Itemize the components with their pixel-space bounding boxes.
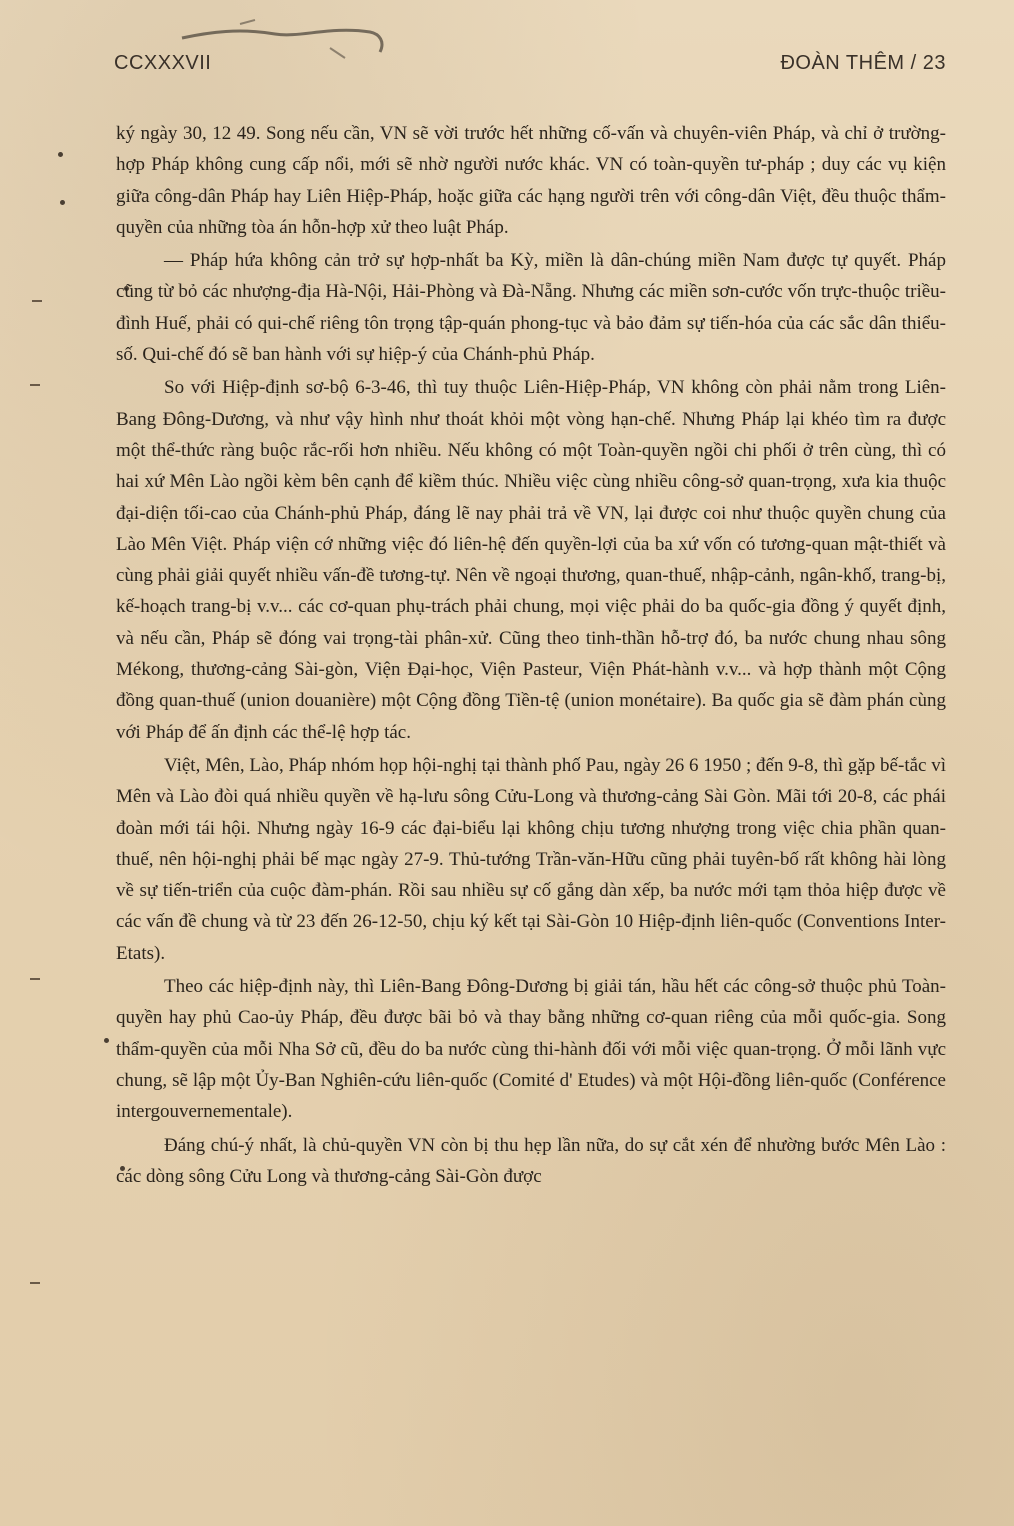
paragraph: ký ngày 30, 12 49. Song nếu cần, VN sẽ vời trước hết những cố-vấn và chuyên-viên Pháp, và chỉ ở trường-hợp Pháp không cung cấp nổi, mới sẽ nhờ người nước khác. VN có toàn-quyền tư-pháp ; duy các vụ kiện giữa công-dân Pháp hay Liên Hiệp-Pháp, hoặc giữa các hạng người trên với công-dân Việt, đều thuộc thẩm-quyền của những tòa án hỗn-hợp xử theo luật Pháp. bbox=[116, 123, 946, 238]
author-page-number: ĐOÀN THÊM / 23 bbox=[780, 52, 946, 74]
paragraph: Theo các hiệp-định này, thì Liên-Bang Đông-Dương bị giải tán, hầu hết các công-sở thuộc phủ Toàn-quyền hay phủ Cao-ủy Pháp, đều được bãi bỏ và thay bằng những cơ-quan riêng của mỗi quốc-gia. Song thẩm-quyền của mỗi Nha Sở cũ, đều do ba nước cùng thi-hành đối với mỗi việc quan-trọng. Ở mỗi lãnh vực chung, sẽ lập một Ủy-Ban Nghiên-cứu liên-quốc (Comité d' Etudes) và một Hội-đồng liên-quốc (Conférence intergouvernementale). bbox=[116, 976, 946, 1123]
margin-tick bbox=[30, 384, 40, 386]
margin-dot bbox=[104, 1038, 109, 1043]
body-text bbox=[116, 118, 946, 1194]
paragraph: Đáng chú-ý nhất, là chủ-quyền VN còn bị thu hẹp lần nữa, do sự cắt xén để nhường bước Mên Lào : các dòng sông Cửu Long và thương-cảng Sài-Gòn được bbox=[116, 1134, 946, 1187]
paragraph: — Pháp hứa không cản trở sự hợp-nhất ba Kỳ, miền là dân-chúng miền Nam được tự quyết. Pháp cũng từ bỏ các nhượng-địa Hà-Nội, Hải-Phòng và Đà-Nẵng. Nhưng các miền sơn-cước vốn trực-thuộc triều-đình Huế, phải có qui-chế riêng tôn trọng tập-quán phong-tục và bảo đảm sự tiến-hóa của các sắc dân thiểu-số. Qui-chế đó sẽ ban hành với sự hiệp-ý của Chánh-phủ Pháp. bbox=[116, 250, 946, 366]
section-number: CCXXXVII bbox=[114, 52, 212, 74]
paragraph: Việt, Mên, Lào, Pháp nhóm họp hội-nghị tại thành phố Pau, ngày 26 6 1950 ; đến 9-8, thì gặp bế-tắc vì Mên và Lào đòi quá nhiều quyền về hạ-lưu sông Cửu-Long và thương-cảng Sài Gòn. Mãi tới 20-8, các phái đoàn mới tái hội. Nhưng ngày 16-9 các đại-biểu lại không chịu tương nhượng trong việc chia phần quan-thuế, nên hội-nghị phải bế mạc ngày 27-9. Thủ-tướng Trần-văn-Hữu cũng phải tuyên-bố rất không hài lòng về sự tiến-triển của cuộc đàm-phán. Rồi sau nhiều sự cố gắng dàn xếp, ba nước mới tạm thỏa hiệp được về các vấn đề chung và từ 23 đến 26-12-50, chịu ký kết tại Sài-Gòn 10 Hiệp-định liên-quốc (Conventions Inter-Etats). bbox=[116, 754, 946, 964]
page-header bbox=[114, 52, 946, 82]
paragraph: So với Hiệp-định sơ-bộ 6-3-46, thì tuy thuộc Liên-Hiệp-Pháp, VN không còn phải nằm trong Liên-Bang Đông-Dương, và như vậy hình như thoát khỏi một vòng hạn-chế. Nhưng Pháp lại khéo tìm ra được một thể-thức ràng buộc rắc-rối hơn nhiều. Nếu không có một Toàn-quyền ngồi chi phối ở trên cùng, thì có hai xứ Mên Lào ngồi kèm bên cạnh để kiềm thúc. Nhiều việc cùng nhiều công-sở quan-trọng, xưa kia thuộc đại-diện tối-cao của Chánh-phủ Pháp, đáng lẽ nay phải trả về VN, lại được coi như thuộc quyền chung của Lào Mên Việt. Pháp viện cớ những việc đó liên-hệ đến quyền-lợi của ba xứ vốn có tương-quan mật-thiết và cùng phải giải quyết nhiều vấn-đề tương-tự. Nên về ngoại thương, quan-thuế, nhập-cảnh, ngân-khố, trang-bị, kế-hoạch trang-bị v.v... các cơ-quan phụ-trách phải chung, mọi việc phải do ba quốc-gia đồng ý quyết định, và nếu cần, Pháp sẽ đóng vai trọng-tài phân-xử. Cũng theo tinh-thần hỗ-trợ đó, ba nước chung nhau sông Mékong, thương-cảng Sài-gòn, Viện Đại-học, Viện Pasteur, Viện Phát-hành v.v... và hợp thành một Cộng đồng quan-thuế (union douanière) một Cộng đồng Tiền-tệ (union monétaire). Ba quốc gia sẽ đàm phán cùng với Pháp để ấn định các thể-lệ hợp tác. bbox=[116, 377, 946, 743]
margin-dot bbox=[60, 200, 65, 205]
margin-tick bbox=[30, 978, 40, 980]
margin-dot bbox=[58, 152, 63, 157]
margin-tick bbox=[32, 300, 42, 302]
margin-tick bbox=[30, 1282, 40, 1284]
